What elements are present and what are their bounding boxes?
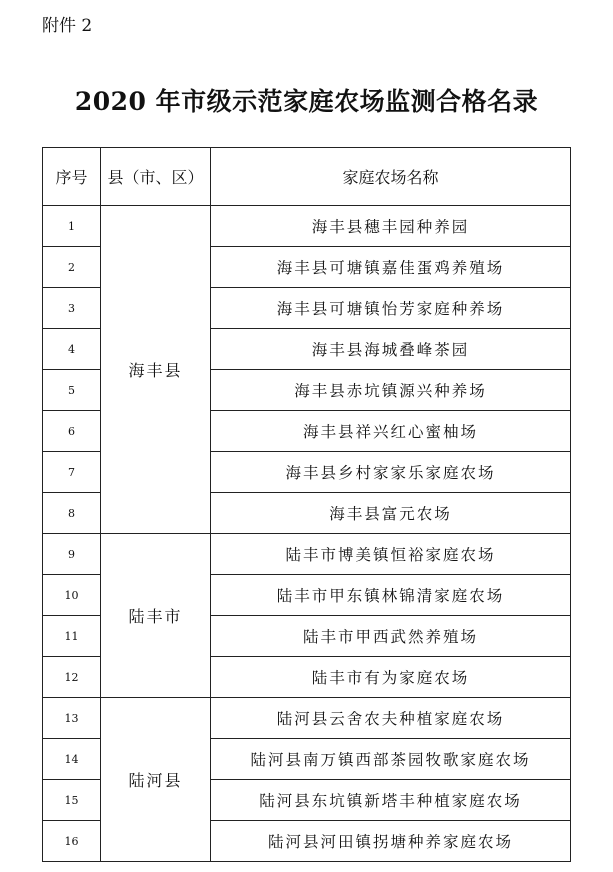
column-header-serial-no: 序号 xyxy=(43,148,101,206)
county-cell-lufeng: 陆丰市 xyxy=(101,534,211,698)
table-row xyxy=(43,206,571,247)
table-row xyxy=(43,534,571,575)
farm-name: 海丰县穗丰园种养园 xyxy=(211,206,571,247)
row-serial-no: 11 xyxy=(43,616,101,657)
row-serial-no: 13 xyxy=(43,698,101,739)
farm-name: 陆河县云舍农夫种植家庭农场 xyxy=(211,698,571,739)
farm-name: 陆丰市有为家庭农场 xyxy=(211,657,571,698)
row-serial-no: 12 xyxy=(43,657,101,698)
county-cell-haifeng: 海丰县 xyxy=(101,206,211,534)
farm-name: 海丰县赤坑镇源兴种养场 xyxy=(211,370,571,411)
row-serial-no: 8 xyxy=(43,493,101,534)
row-serial-no: 2 xyxy=(43,247,101,288)
row-serial-no: 15 xyxy=(43,780,101,821)
farm-name: 海丰县海城叠峰茶园 xyxy=(211,329,571,370)
attachment-label: 附件 2 xyxy=(42,16,93,36)
table-header-row xyxy=(43,148,571,206)
farm-name: 陆丰市博美镇恒裕家庭农场 xyxy=(211,534,571,575)
farm-name: 海丰县祥兴红心蜜柚场 xyxy=(211,411,571,452)
county-cell-luhe: 陆河县 xyxy=(101,698,211,862)
farm-name: 海丰县可塘镇嘉佳蛋鸡养殖场 xyxy=(211,247,571,288)
farm-name: 海丰县富元农场 xyxy=(211,493,571,534)
column-header-farm-name: 家庭农场名称 xyxy=(211,148,571,206)
row-serial-no: 1 xyxy=(43,206,101,247)
row-serial-no: 6 xyxy=(43,411,101,452)
row-serial-no: 14 xyxy=(43,739,101,780)
row-serial-no: 9 xyxy=(43,534,101,575)
row-serial-no: 7 xyxy=(43,452,101,493)
row-serial-no: 4 xyxy=(43,329,101,370)
farm-roster-table xyxy=(42,147,571,862)
farm-name: 陆河县河田镇拐塘种养家庭农场 xyxy=(211,821,571,862)
farm-name: 海丰县乡村家家乐家庭农场 xyxy=(211,452,571,493)
table-row xyxy=(43,698,571,739)
row-serial-no: 3 xyxy=(43,288,101,329)
row-serial-no: 10 xyxy=(43,575,101,616)
document-title: 2020 年市级示范家庭农场监测合格名录 xyxy=(74,87,539,116)
farm-name: 陆丰市甲东镇林锦清家庭农场 xyxy=(211,575,571,616)
row-serial-no: 16 xyxy=(43,821,101,862)
column-header-county: 县（市、区） xyxy=(101,148,211,206)
farm-name: 海丰县可塘镇怡芳家庭种养场 xyxy=(211,288,571,329)
farm-name: 陆河县南万镇西部茶园牧歌家庭农场 xyxy=(211,739,571,780)
row-serial-no: 5 xyxy=(43,370,101,411)
farm-name: 陆丰市甲西武然养殖场 xyxy=(211,616,571,657)
farm-name: 陆河县东坑镇新塔丰种植家庭农场 xyxy=(211,780,571,821)
